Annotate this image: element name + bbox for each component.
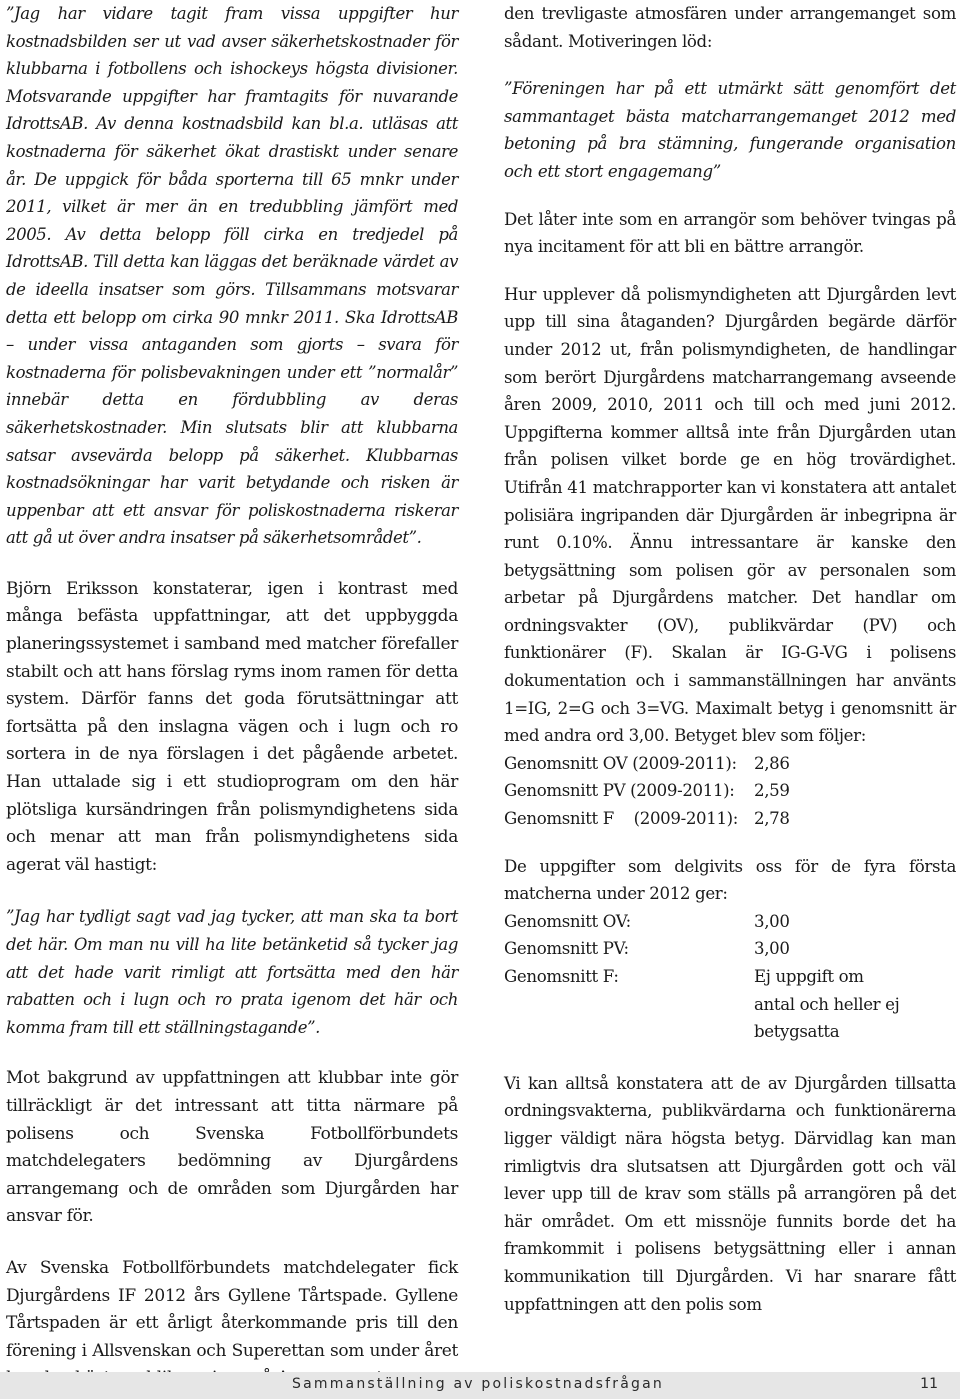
- stat-label: Genomsnitt PV:: [504, 939, 629, 959]
- paragraph-2012-data: De uppgifter som delgivits oss för de fyra första matcherna under 2012 ger:: [504, 856, 956, 904]
- paragraph-conclusion: Vi kan alltså konstatera att de av Djurgården tillsatta ordningsvakterna, publikvärdarna och funktionärerna ligger väldigt nära högsta betyg. Därvidlag kan man rimligtvis dra slutsatsen att Djurgården gott och väl lever upp till de krav som ställs på arrangören på det här området. Om ett missnöje funnits borde det ha framkommit i polisens betygsättning eller i annan kommunikation till Djurgården. Vi har snarare fått uppfattningen att den polis som: [504, 1073, 956, 1314]
- stat-row: [504, 805, 956, 833]
- stat-value: 3,00: [754, 911, 790, 931]
- paragraph-police-grades: Hur upplever då polismyndigheten att Djurgården levt upp till sina åtaganden? Djurgården begärde därför under 2012 ut, från polismyndigheten, de handlingar som berört Djurgårdens matcharrangemang avseende åren 2009, 2010, 2011 och till och med juni 2012. Uppgifterna kommer alltså inte från Djurgården utan från polisen vilket borde ge en hög trovärdighet. Utifrån 41 matchrapporter kan vi konstatera att antalet polisiära ingripanden där Djurgården är inbegripna är runt 0.10%. Ännu intressantare är kanske den betygsättning som polisen gör av personalen som arbetar på Djurgårdens matcher. Det handlar om ordningsvakter (OV), publikvärdar (PV) och funktionärer (F). Skalan är IG-G-VG i polisens dokumentation och i sammanställningen har använts 1=IG, 2=G och 3=VG. Maximalt betyg i genomsnitt är med andra ord 3,00. Betyget blev som följer:: [504, 284, 956, 746]
- stat-value: 2,59: [754, 781, 790, 801]
- paragraph-atmosphere: den trevligaste atmosfären under arrangemanget som sådant. Motiveringen löd:: [504, 4, 956, 51]
- paragraph-background: Mot bakgrund av uppfattningen att klubbar inte gör tillräckligt är det intressant att titta närmare på polisens och Svenska Fotbollförbundets matchdelegaters bedömning av Djurgårdens arrangemang och de områden som Djurgården har ansvar för.: [6, 1068, 458, 1227]
- right-column: [504, 0, 956, 1318]
- quote-eriksson-studio: ”Jag har tydligt sagt vad jag tycker, att man ska ta bort det här. Om man nu vill ha lite betänketid så tycker jag att det hade varit rimligt att fortsätta med den här rabatten och i lugn och ro prata igenom det här och komma fram till ett ställningstagande”.: [6, 907, 458, 1037]
- stat-value: Ej uppgift om antal och heller ej betygsatta: [754, 967, 900, 1042]
- stats-2009-2011: [504, 750, 956, 833]
- stat-value: 2,78: [754, 809, 790, 829]
- stat-row: [504, 908, 956, 936]
- quote-motivation: ”Föreningen har på ett utmärkt sätt genomfört det sammantaget bästa matcharrangemanget 2012 med betoning på bra stämning, fungerande organisation och ett stort engagemang”: [504, 79, 956, 181]
- stat-row: [504, 750, 956, 778]
- stat-label: Genomsnitt OV (2009-2011):: [504, 753, 737, 773]
- stat-row: [504, 963, 956, 1046]
- footer-title: Sammanställning av poliskostnadsfrågan: [292, 1376, 664, 1392]
- paragraph-award: Av Svenska Fotbollförbundets matchdelegater fick Djurgårdens IF 2012 års Gyllene Tårtspade. Gyllene Tårtspaden är ett årligt återkommande pris till den förening i Allsvenskan och Superettan som under året: [6, 1257, 458, 1361]
- stat-label: Genomsnitt F:: [504, 967, 619, 986]
- stat-row: [504, 935, 956, 963]
- paragraph-eriksson-planning: Björn Eriksson konstaterar, igen i kontrast med många befästa uppfattningar, att det uppbyggda planeringssystemet i samband med matcher förefaller stabilt och att hans förslag ryms inom ramen för detta system. Därför fanns det goda förutsättningar att fortsätta på den inslagna vägen och i lugn och ro sortera in de nya förslagen i det pågående arbetet. Han uttalade sig i ett studioprogram om den här plötsliga kursändringen från polismyndighetens sida och menar att man från polismyndighetens sida agerat väl hastigt:: [6, 578, 458, 875]
- left-column: [6, 0, 458, 1393]
- stat-label: Genomsnitt OV:: [504, 911, 631, 931]
- page-number: 11: [920, 1376, 938, 1392]
- page-footer: [0, 1372, 960, 1399]
- paragraph-arranger: Det låter inte som en arrangör som behöver tvingas på nya incitament för att bli en bättre arrangör.: [504, 209, 956, 257]
- stats-2012: [504, 908, 956, 1046]
- stat-label: Genomsnitt PV (2009-2011):: [504, 781, 735, 801]
- stat-row: [504, 777, 956, 805]
- stat-value: 3,00: [754, 939, 790, 959]
- quote-eriksson-costs: ”Jag har vidare tagit fram vissa uppgifter hur kostnadsbilden ser ut vad avser säkerhetskostnader för klubbarna i fotbollens och ishockeys högsta divisioner. Motsvarande uppgifter har framtagits för nuvarande IdrottsAB. Av denna kostnadsbild kan bl.a. utläsas att kostnaderna för säkerhet ökat drastiskt under senare år. De uppgick för båda sporterna till 65 mnkr under 2011, vilket är mer än en tredubbling jämfört med 2005. Av detta belopp föll cirka en tredjedel på IdrottsAB. Till detta kan läggas det beräknade värdet av de ideella insatser som görs. Tillsammans motsvarar detta ett belopp om cirka 90 mnkr 2011. Ska IdrottsAB – under vissa antaganden som gjorts – svara för kostnaderna för polisbevakningen under ett ”normalår” innebär detta en fördubbling av deras säkerhetskostnader. Min slutsats blir att klubbarna satsar avsevärda belopp på säkerhet. Klubbarnas kostnadsökningar har varit betydande och risken är uppenbar att ett ansvar för poliskostnaderna riskerar att gå ut över andra insatser på säkerhetsområdet”.: [6, 4, 458, 548]
- stat-value: 2,86: [754, 753, 790, 773]
- stat-label: Genomsnitt F (2009-2011):: [504, 809, 739, 829]
